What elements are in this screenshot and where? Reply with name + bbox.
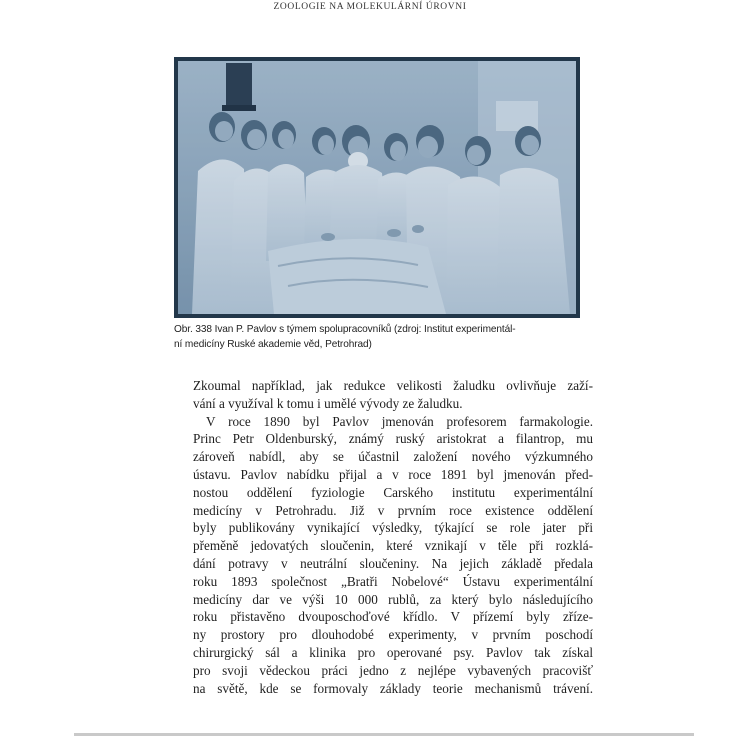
- figure-photo-frame: [174, 57, 580, 318]
- figure-caption: [174, 322, 584, 352]
- text-line: medicíny dar ve výši 10 000 rublů, za který bylo následujícího: [193, 591, 593, 607]
- text-line: ústavu. Pavlov nabídku přijal a v roce 1891 byl jmenován před-: [193, 466, 593, 482]
- caption-line: Obr. 338 Ivan P. Pavlov s týmem spolupracovníků (zdroj: Institut experimentál-: [174, 324, 516, 335]
- running-header: ZOOLOGIE NA MOLEKULÁRNÍ ÚROVNI: [273, 2, 467, 12]
- text-line: byly publikovány vynikající výsledky, týkající se role jater při: [193, 520, 593, 536]
- text-line: přeměně jedovatých sloučenin, které vznikají v těle při rozklá-: [193, 538, 593, 554]
- text-line: V roce 1890 byl Pavlov jmenován profesorem farmakologie.: [206, 413, 593, 429]
- text-line: zároveň nabídl, aby se účastnil založení nového výzkumného: [193, 449, 593, 465]
- text-line: pro svoji vědeckou práci jedno z nejlépe vybavených pracovišť: [193, 662, 593, 678]
- historical-group-photo: [178, 61, 576, 314]
- text-line: roku přistavěno dvouposchoďové křídlo. V přízemí byly zříze-: [193, 609, 593, 625]
- text-line: nostou oddělení fyziologie Carského institutu experimentální: [193, 484, 593, 500]
- body-text: [193, 377, 593, 697]
- text-line: medicíny v Petrohradu. Již v prvním roce existence oddělení: [193, 502, 593, 518]
- text-line: ny prostory pro dlouhodobé experimenty, v prvním poschodí: [193, 627, 593, 643]
- text-line: na světě, kde se formovaly základy teorie mechanismů trávení.: [193, 680, 593, 696]
- text-line: Princ Petr Oldenburský, známý ruský aristokrat a filantrop, mu: [193, 431, 593, 447]
- footer-divider: [74, 733, 694, 736]
- text-line: Zkoumal například, jak redukce velikosti žaludku ovlivňuje zaží-: [193, 378, 593, 393]
- text-line: roku 1893 společnost „Bratři Nobelové“ Ústavu experimentální: [193, 573, 593, 589]
- text-line: chirurgický sál a klinika pro operované psy. Pavlov tak získal: [193, 644, 593, 660]
- text-line: dání potravy v neutrální sloučeniny. Na jejich základě předala: [193, 555, 593, 571]
- caption-line: ní medicíny Ruské akademie věd, Petrohrad): [174, 339, 372, 350]
- text-line: vání a využíval k tomu i umělé vývody ze žaludku.: [193, 395, 463, 411]
